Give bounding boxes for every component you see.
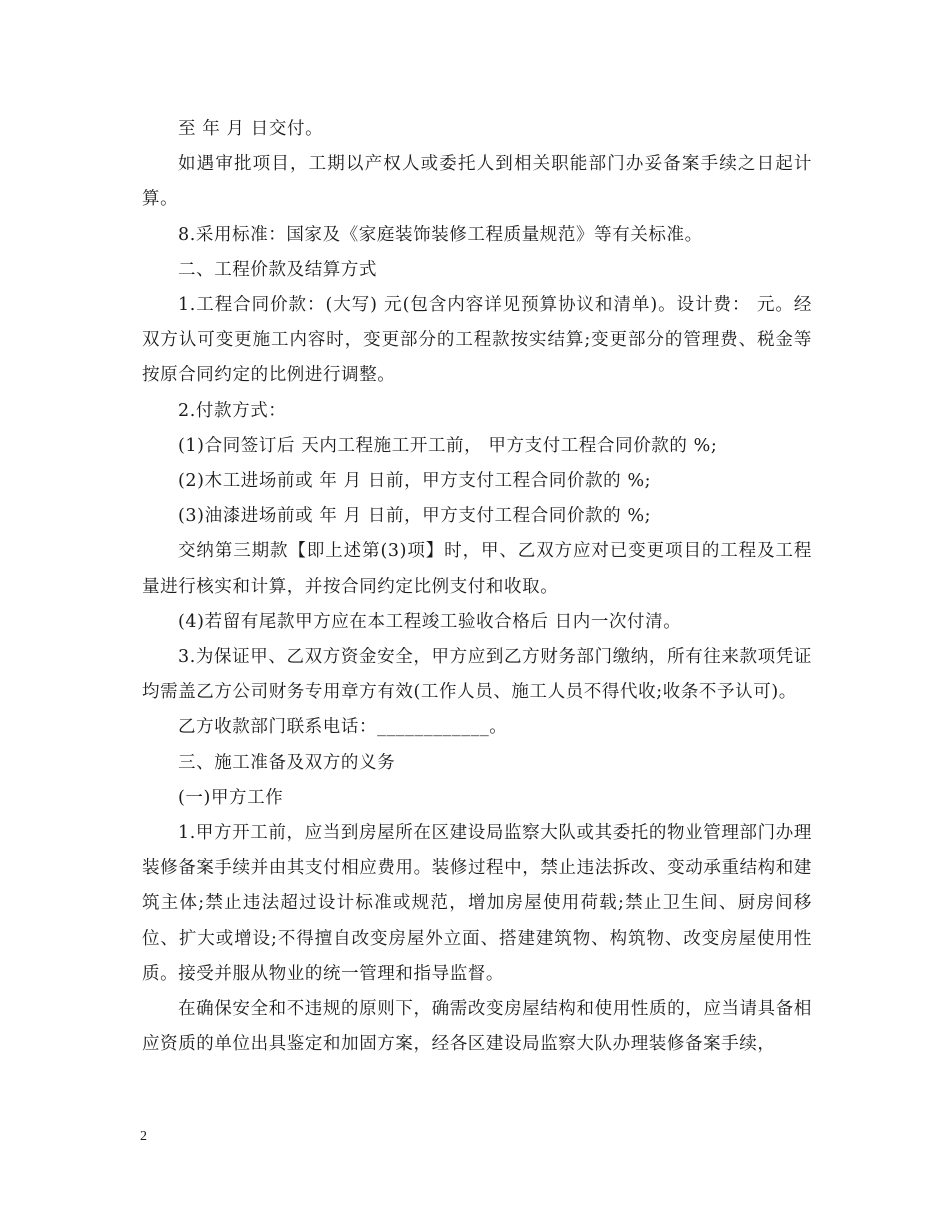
paragraph-structure-change: 在确保安全和不违规的原则下，确需改变房屋结构和使用性质的，应当请具备相应资质的单位出具鉴定和加固方案，经各区建设局监察大队办理装修备案手续， (142, 999, 812, 1055)
paragraph-payment-item-3: (3)油漆进场前或 年 月 日前，甲方支付工程合同价款的 %; (178, 506, 652, 527)
paragraph-payment-phone: 乙方收款部门联系电话：____________。 (178, 717, 508, 738)
document-body (142, 112, 812, 1062)
paragraph-contract-price: 1.工程合同价款：(大写) 元(包含内容详见预算协议和清单)。设计费： 元。经双方认可变更施工内容时，变更部分的工程款按实结算;变更部分的管理费、税金等按原合同约定的比例进行调整。 (142, 295, 812, 386)
paragraph-delivery-date: 至 年 月 日交付。 (178, 119, 324, 139)
paragraph-approval-period: 如遇审批项目，工期以产权人或委托人到相关职能部门办妥备案手续之日起计算。 (142, 154, 812, 210)
subsection-heading-party-a-work: (一)甲方工作 (178, 787, 284, 808)
paragraph-third-payment-verification: 交纳第三期款【即上述第(3)项】时，甲、乙双方应对已变更项目的工程及工程量进行核实和计算，并按合同约定比例支付和收取。 (142, 541, 812, 597)
paragraph-fund-security: 3.为保证甲、乙双方资金安全，甲方应到乙方财务部门缴纳，所有往来款项凭证均需盖乙方公司财务专用章方有效(工作人员、施工人员不得代收;收条不予认可)。 (142, 647, 812, 703)
paragraph-payment-item-1: (1)合同签订后 天内工程施工开工前， 甲方支付工程合同价款的 %; (178, 435, 718, 456)
paragraph-party-a-registration: 1.甲方开工前，应当到房屋所在区建设局监察大队或其委托的物业管理部门办理装修备案手续并由其支付相应费用。装修过程中，禁止违法拆改、变动承重结构和建筑主体;禁止违法超过设计标准或规范，增加房屋使用荷载;禁止卫生间、厨房间移位、扩大或增设;不得擅自改变房屋外立面、搭建建筑物、构筑物、改变房屋使用性质。接受并服从物业的统一管理和指导监督。 (142, 823, 812, 984)
section-heading-price-settlement: 二、工程价款及结算方式 (178, 259, 378, 280)
page-number: 2 (140, 1129, 147, 1144)
section-heading-preparation-obligations: 三、施工准备及双方的义务 (178, 752, 396, 773)
paragraph-standards: 8.采用标准：国家及《家庭装饰装修工程质量规范》等有关标准。 (178, 224, 703, 245)
paragraph-payment-item-4: (4)若留有尾款甲方应在本工程竣工验收合格后 日内一次付清。 (178, 611, 682, 632)
paragraph-payment-method: 2.付款方式： (178, 400, 287, 421)
paragraph-payment-item-2: (2)木工进场前或 年 月 日前，甲方支付工程合同价款的 %; (178, 471, 652, 492)
